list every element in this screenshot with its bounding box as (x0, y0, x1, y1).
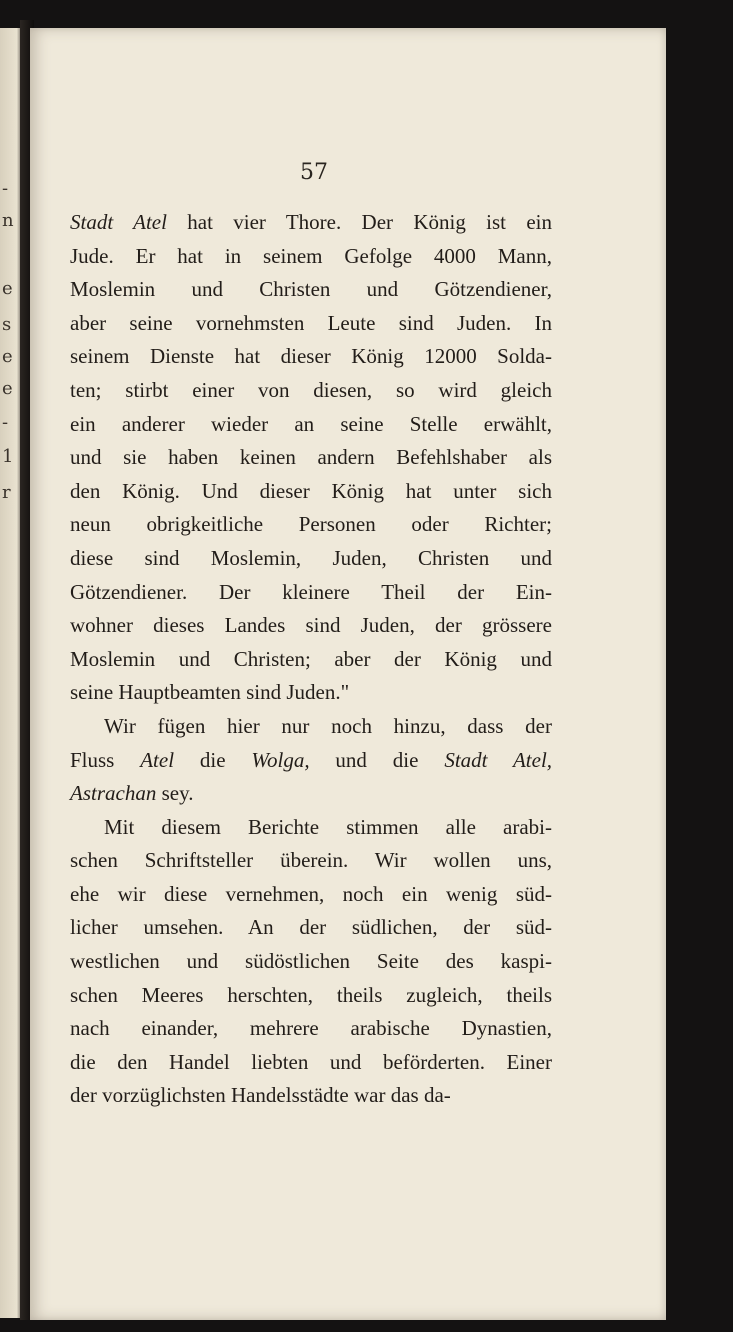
text-segment: Moslemin und Christen; aber der König und (70, 646, 552, 671)
text-segment: der vorzüglichsten Handelsstädte war das da- (70, 1083, 451, 1108)
text-line (70, 206, 552, 240)
text-segment: westlichen und südöstlichen Seite des kaspi- (70, 949, 552, 974)
text-segment: und die (309, 747, 445, 772)
text-line (70, 307, 552, 341)
italic-text: Astrachan (70, 781, 157, 806)
text-line (70, 811, 552, 845)
text-segment: seine Hauptbeamten sind Juden." (70, 680, 350, 705)
text-line (70, 1079, 552, 1113)
text-line (70, 1012, 552, 1046)
text-line (70, 744, 552, 778)
text-line (70, 878, 552, 912)
page-number: 57 (300, 160, 328, 185)
text-line (70, 643, 552, 677)
prev-page-fragment: - (2, 178, 9, 199)
book-page (30, 28, 666, 1320)
text-line (70, 576, 552, 610)
text-line (70, 844, 552, 878)
text-line (70, 777, 552, 811)
text-segment: licher umsehen. An der südlichen, der süd- (70, 915, 552, 940)
paragraph (70, 811, 552, 1113)
text-line (70, 710, 552, 744)
prev-page-fragment: n (2, 210, 14, 231)
text-line (70, 340, 552, 374)
text-segment: nach einander, mehrere arabische Dynastien, (70, 1016, 552, 1041)
text-line (70, 676, 552, 710)
italic-text: Wolga, (251, 747, 310, 772)
prev-page-fragment: r (2, 482, 11, 503)
text-segment: ehe wir diese vernehmen, noch ein wenig süd- (70, 881, 552, 906)
text-segment: schen Meeres herschten, theils zugleich, theils (70, 982, 552, 1007)
paragraph (70, 710, 552, 811)
text-segment: Moslemin und Christen und Götzendiener, (70, 277, 552, 302)
text-segment: ein anderer wieder an seine Stelle erwählt, (70, 411, 552, 436)
text-segment: Fluss (70, 747, 141, 772)
text-segment: die den Handel liebten und beförderten. Einer (70, 1049, 552, 1074)
text-line (70, 273, 552, 307)
text-line (70, 1046, 552, 1080)
text-line (70, 609, 552, 643)
text-segment: wohner dieses Landes sind Juden, der grössere (70, 613, 552, 638)
text-line (70, 408, 552, 442)
text-segment: seinem Dienste hat dieser König 12000 Solda- (70, 344, 552, 369)
prev-page-fragment: 1 (2, 446, 14, 467)
text-segment: Jude. Er hat in seinem Gefolge 4000 Mann, (70, 243, 552, 268)
text-line (70, 508, 552, 542)
prev-page-fragment: - (2, 412, 9, 433)
text-line (70, 441, 552, 475)
prev-page-fragment: e (2, 378, 13, 399)
body-text (70, 206, 552, 1113)
text-segment: hat vier Thore. Der König ist ein (166, 210, 552, 234)
text-line (70, 945, 552, 979)
text-line (70, 542, 552, 576)
paragraph (70, 206, 552, 710)
text-segment: schen Schriftsteller überein. Wir wollen uns, (70, 848, 552, 873)
text-line (70, 979, 552, 1013)
text-segment: den König. Und dieser König hat unter sich (70, 478, 552, 503)
italic-text: Stadt Atel, (444, 747, 553, 772)
italic-text: Atel (140, 747, 175, 772)
text-line (70, 911, 552, 945)
text-line (70, 475, 552, 509)
italic-text: Stadt Atel (70, 210, 167, 234)
text-line (70, 240, 552, 274)
text-segment: die (174, 747, 252, 772)
prev-page-fragment: e (2, 278, 13, 299)
text-segment: und sie haben keinen andern Befehlshaber als (70, 445, 552, 470)
prev-page-fragment: s (2, 314, 12, 335)
text-segment: diese sind Moslemin, Juden, Christen und (70, 545, 552, 570)
text-segment: Mit diesem Berichte stimmen alle arabi- (104, 814, 552, 839)
text-line (70, 374, 552, 408)
text-segment: Wir fügen hier nur noch hinzu, dass der (104, 713, 552, 738)
text-segment: neun obrigkeitliche Personen oder Richter; (70, 512, 552, 537)
text-segment: Götzendiener. Der kleinere Theil der Ein- (70, 579, 552, 604)
prev-page-fragment: e (2, 346, 13, 367)
text-segment: ten; stirbt einer von diesen, so wird gleich (70, 377, 552, 402)
text-segment: aber seine vornehmsten Leute sind Juden. In (70, 310, 552, 335)
text-segment: sey. (156, 781, 194, 806)
